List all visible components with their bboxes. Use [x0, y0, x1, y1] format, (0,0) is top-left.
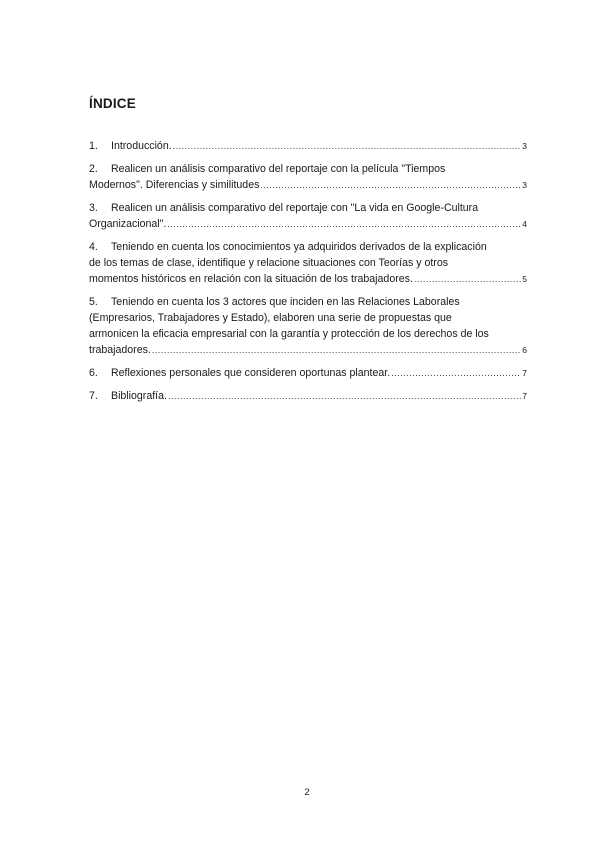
toc-entry-text-line	[89, 239, 527, 255]
toc-entry-title: Bibliografía.	[111, 390, 167, 402]
toc-entry-last-line	[89, 216, 527, 232]
table-of-contents	[89, 138, 527, 411]
toc-entry-page-number: 3	[522, 180, 527, 190]
toc-entry-page-number: 3	[522, 141, 527, 151]
toc-entry-text-line	[89, 310, 527, 326]
toc-entry-number: 3.	[89, 202, 98, 214]
toc-entry-text	[89, 177, 259, 193]
toc-entry-text: Teniendo en cuenta los 3 actores que inciden en las Relaciones Laborales	[111, 296, 460, 308]
toc-entry-text: de los temas de clase, identifique y relacione situaciones con Teorías y otros	[89, 257, 449, 269]
toc-entry-number: 5.	[89, 296, 98, 308]
toc-entry-text-line	[89, 326, 527, 342]
toc-entry-text-line	[89, 161, 527, 177]
toc-entry-last-line	[89, 271, 527, 287]
toc-entry[interactable]	[89, 138, 527, 154]
toc-entry-number: 1.	[89, 140, 98, 152]
dot-leader	[414, 271, 521, 287]
toc-entry-last-line	[89, 177, 527, 193]
dot-leader	[260, 177, 521, 193]
page-title: ÍNDICE	[89, 96, 136, 111]
toc-entry-text: (Empresarios, Trabajadores y Estado), elaboren una serie de propuestas que	[89, 312, 452, 324]
dot-leader	[391, 365, 521, 381]
dot-leader	[152, 342, 521, 358]
toc-entry-text-line	[89, 294, 527, 310]
toc-entry-page-number: 5	[522, 274, 527, 284]
dot-leader	[173, 138, 522, 154]
page-number: 2	[304, 787, 310, 798]
toc-entry-title: Introducción.	[111, 140, 172, 152]
toc-entry-text-line	[89, 255, 527, 271]
toc-entry-page-number: 6	[522, 345, 527, 355]
toc-entry-page-number: 4	[522, 219, 527, 229]
toc-entry-title: trabajadores.	[89, 344, 151, 356]
toc-entry-page-number: 7	[522, 368, 527, 378]
toc-entry-text: Realicen un análisis comparativo del reportaje con "La vida en Google-Cultura	[111, 202, 479, 214]
toc-entry-text	[89, 342, 151, 358]
toc-entry-text: armonicen la eficacia empresarial con la garantía y protección de los derechos de los	[89, 328, 489, 340]
dot-leader	[168, 388, 521, 404]
toc-entry[interactable]	[89, 239, 527, 287]
toc-entry-number: 4.	[89, 241, 98, 253]
toc-entry[interactable]	[89, 294, 527, 358]
toc-entry-text	[89, 271, 413, 287]
toc-entry-title: Reflexiones personales que consideren oportunas plantear.	[111, 367, 391, 379]
toc-entry-text	[89, 138, 172, 154]
toc-entry-last-line	[89, 342, 527, 358]
toc-entry[interactable]	[89, 200, 527, 232]
toc-entry-title: momentos históricos en relación con la situación de los trabajadores.	[89, 273, 413, 285]
toc-entry[interactable]	[89, 365, 527, 381]
toc-entry-number: 2.	[89, 163, 98, 175]
toc-entry-number: 6.	[89, 367, 98, 379]
toc-entry-text: Teniendo en cuenta los conocimientos ya adquiridos derivados de la explicación	[111, 241, 487, 253]
toc-entry-text	[89, 388, 167, 404]
toc-entry-text	[89, 365, 390, 381]
toc-entry-number: 7.	[89, 390, 98, 402]
toc-entry[interactable]	[89, 161, 527, 193]
toc-entry-page-number: 7	[522, 391, 527, 401]
toc-entry-text: Realicen un análisis comparativo del reportaje con la película "Tiempos	[111, 163, 446, 175]
toc-entry-last-line	[89, 365, 527, 381]
toc-entry-title: Modernos". Diferencias y similitudes	[89, 179, 260, 191]
toc-entry-last-line	[89, 138, 527, 154]
toc-entry[interactable]	[89, 388, 527, 404]
toc-entry-last-line	[89, 388, 527, 404]
toc-entry-title: Organizacional".	[89, 218, 167, 230]
toc-entry-text	[89, 216, 166, 232]
dot-leader	[167, 216, 521, 232]
toc-entry-text-line	[89, 200, 527, 216]
